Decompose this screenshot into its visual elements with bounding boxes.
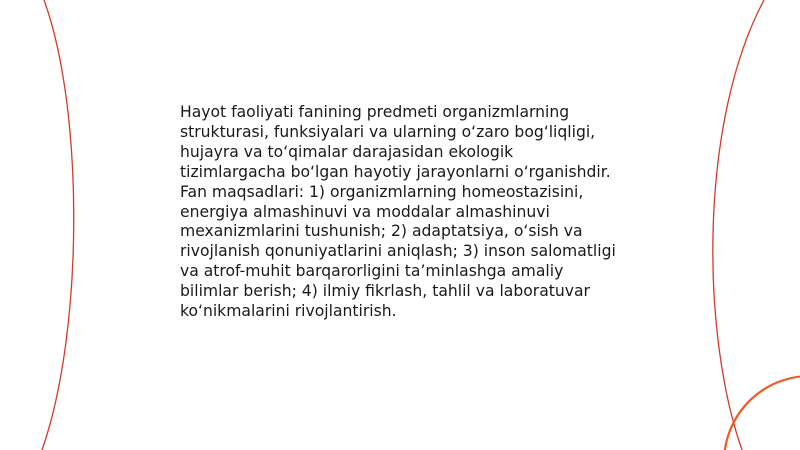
- slide-body-text: Hayot faoliyati fanining predmeti organizmlarning strukturasi, funksiyalari va ularning o‘zaro bog‘liqligi, hujayra va to‘qimalar darajasidan ekologik tizimlargacha bo‘lgan hayotiy jarayonlarni o‘rganishdir. Fan maqsadlari: 1) organizmlarning homeostazisini, energiya almashinuvi va moddalar almashinuvi mexanizmlarini tushunish; 2) adaptatsiya, o‘sish va rivojlanish qonuniyatlarini aniqlash; 3) inson salomatligi va atrof-muhit barqarorligini ta’minlashga amaliy bilimlar berish; 4) ilmiy fikrlash, tahlil va laboratuvar ko‘nikmalarini rivojlantirish.: [180, 103, 616, 321]
- left-decorative-arc: [42, 0, 74, 450]
- orange-circle-decor: [724, 376, 800, 450]
- right-decorative-arc: [713, 0, 764, 450]
